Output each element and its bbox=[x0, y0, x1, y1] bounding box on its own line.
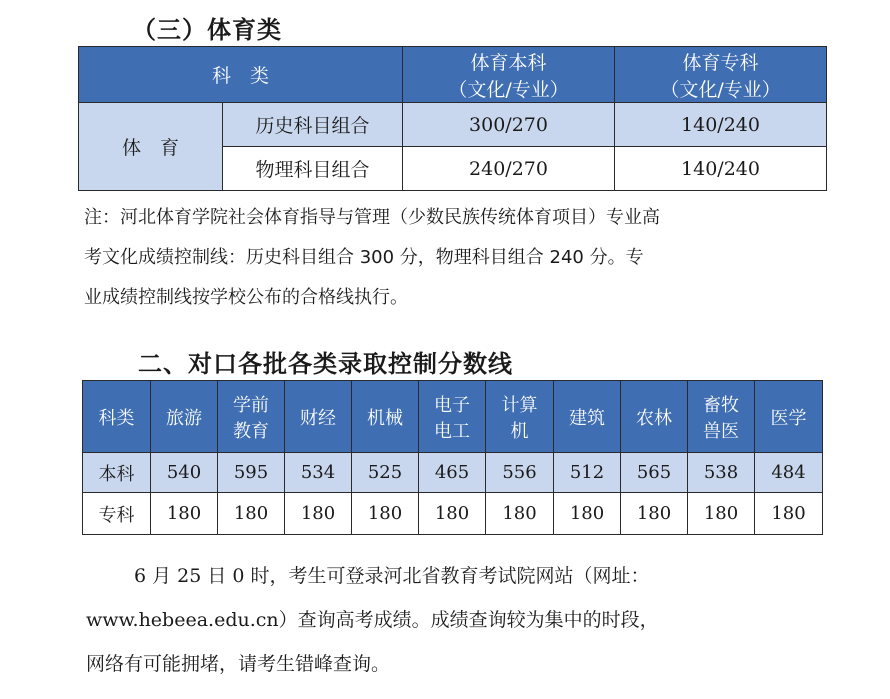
group-label-sports: 体 育 bbox=[79, 103, 223, 191]
header-line: 财经 bbox=[300, 407, 336, 429]
score-cell: 556 bbox=[486, 453, 554, 493]
score-cell: 525 bbox=[352, 453, 419, 493]
header-major bbox=[285, 381, 352, 453]
header-line: 电子 bbox=[434, 394, 470, 416]
score-cell: 484 bbox=[755, 453, 823, 493]
header-line: 医学 bbox=[770, 407, 807, 429]
header-major bbox=[755, 381, 823, 453]
header-junior-line1: 体育专科 bbox=[682, 51, 759, 74]
score-cell: 538 bbox=[688, 453, 755, 493]
cell-undergrad: 300/270 bbox=[403, 103, 615, 147]
section-title-sports: （三）体育类 bbox=[132, 16, 282, 44]
row-label: 历史科目组合 bbox=[223, 103, 403, 147]
header-line: 农林 bbox=[636, 407, 672, 429]
header-major bbox=[621, 381, 688, 453]
header-line: 畜牧 bbox=[703, 394, 739, 416]
row-label: 物理科目组合 bbox=[223, 147, 403, 191]
score-cell: 180 bbox=[486, 493, 554, 535]
header-line: 教育 bbox=[233, 420, 269, 442]
score-query-paragraph bbox=[86, 554, 659, 686]
row-label: 本科 bbox=[83, 453, 151, 493]
header-line: 计算 bbox=[501, 394, 538, 416]
paragraph-line: www.hebeea.edu.cn）查询高考成绩。成绩查询较为集中的时段， bbox=[86, 609, 659, 631]
sports-score-table bbox=[78, 46, 827, 191]
section-title-vocational: 二、对口各批各类录取控制分数线 bbox=[138, 350, 513, 378]
header-undergrad-line2: （文化/专业） bbox=[448, 78, 569, 101]
cell-junior: 140/240 bbox=[615, 103, 827, 147]
header-line: 电工 bbox=[434, 420, 470, 442]
header-major bbox=[218, 381, 285, 453]
header-category: 科 类 bbox=[79, 47, 403, 103]
score-cell: 540 bbox=[151, 453, 218, 493]
header-major bbox=[486, 381, 554, 453]
header-line: 建筑 bbox=[569, 407, 605, 429]
header-line: 旅游 bbox=[166, 407, 202, 429]
score-cell: 565 bbox=[621, 453, 688, 493]
score-cell: 180 bbox=[755, 493, 823, 535]
score-cell: 595 bbox=[218, 453, 285, 493]
score-cell: 465 bbox=[419, 453, 486, 493]
cell-undergrad: 240/270 bbox=[403, 147, 615, 191]
score-cell: 180 bbox=[151, 493, 218, 535]
header-major bbox=[419, 381, 486, 453]
header-major bbox=[554, 381, 621, 453]
score-cell: 180 bbox=[218, 493, 285, 535]
header-line: 机 bbox=[510, 420, 529, 442]
header-undergrad bbox=[403, 47, 615, 103]
header-major bbox=[352, 381, 419, 453]
score-cell: 180 bbox=[621, 493, 688, 535]
note-line: 业成绩控制线按学校公布的合格线执行。 bbox=[84, 287, 408, 308]
header-line: 兽医 bbox=[703, 420, 739, 442]
header-major bbox=[688, 381, 755, 453]
score-cell: 180 bbox=[419, 493, 486, 535]
header-category: 科类 bbox=[83, 381, 151, 453]
vocational-score-table bbox=[82, 380, 823, 535]
header-undergrad-line1: 体育本科 bbox=[470, 51, 547, 74]
score-cell: 180 bbox=[285, 493, 352, 535]
header-junior-line2: （文化/专业） bbox=[660, 78, 781, 101]
row-label: 专科 bbox=[83, 493, 151, 535]
note-line: 考文化成绩控制线：历史科目组合 300 分，物理科目组合 240 分。专 bbox=[84, 247, 644, 268]
paragraph-line: 网络有可能拥堵，请考生错峰查询。 bbox=[86, 653, 391, 675]
score-cell: 534 bbox=[285, 453, 352, 493]
header-junior bbox=[615, 47, 827, 103]
score-cell: 180 bbox=[688, 493, 755, 535]
score-cell: 512 bbox=[554, 453, 621, 493]
paragraph-line: 6 月 25 日 0 时，考生可登录河北省教育考试院网站（网址： bbox=[134, 565, 650, 587]
score-cell: 180 bbox=[554, 493, 621, 535]
cell-junior: 140/240 bbox=[615, 147, 827, 191]
score-cell: 180 bbox=[352, 493, 419, 535]
header-major bbox=[151, 381, 218, 453]
header-line: 学前 bbox=[233, 394, 269, 416]
note-line: 注：河北体育学院社会体育指导与管理（少数民族传统体育项目）专业高 bbox=[84, 207, 660, 228]
header-line: 机械 bbox=[367, 407, 403, 429]
sports-note bbox=[84, 198, 660, 318]
